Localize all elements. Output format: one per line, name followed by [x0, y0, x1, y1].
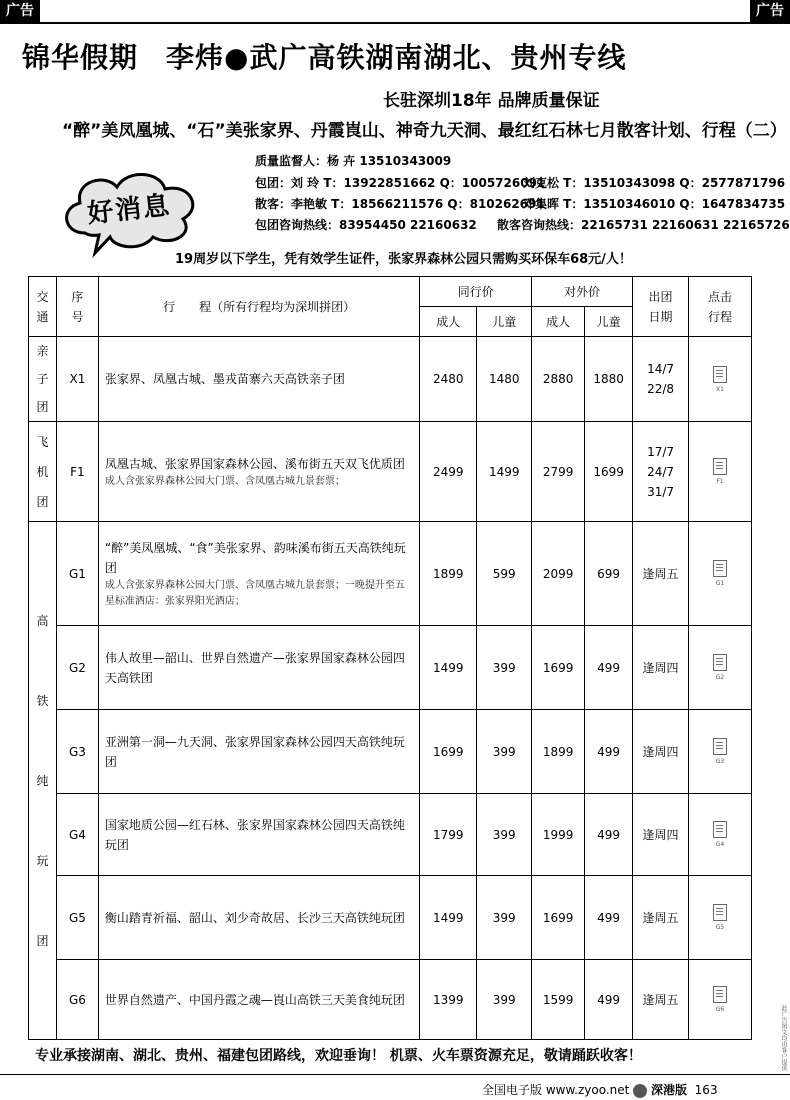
group-contact: 包团：刘 玲 T：13922851662 Q：1005726091 [255, 176, 546, 190]
retail-child: 499 [585, 626, 633, 710]
peer-child: 399 [477, 794, 532, 876]
retail-adult: 1899 [532, 710, 585, 794]
category-fly: 飞机团 [29, 422, 57, 522]
title-text: 李炜●武广高铁湖南湖北、贵州专线 [166, 41, 627, 74]
depart-date: 逢周五 [633, 960, 689, 1040]
peer-adult: 1399 [420, 960, 477, 1040]
subtitle: 长驻深圳18年 品牌质量保证 [383, 91, 600, 111]
category-rail: 高铁纯玩团 [29, 522, 57, 1040]
page-title [22, 36, 626, 76]
row-route: 亚洲第一洞—九天洞、张家界国家森林公园四天高铁纯玩团 [98, 710, 419, 794]
header-peer-adult: 成人 [420, 307, 477, 337]
edition-label: 深港版 [651, 1083, 688, 1097]
peer-child: 1480 [477, 337, 532, 422]
depart-date: 17/7 24/7 31/7 [633, 422, 689, 522]
table-row [29, 794, 752, 876]
header-route: 行 程（所有行程均为深圳拼团） [98, 277, 419, 337]
header-retail-adult: 成人 [532, 307, 585, 337]
document-icon [713, 986, 727, 1003]
row-route: “醉”美凤凰城、“食”美张家界、韵味溪布街五天高铁纯玩团 成人含张家界森林公园大门票、含凤凰古城九景套票；一晚提升至五星标准酒店：张家界阳光酒店； [98, 522, 419, 626]
header-transport: 交通 [29, 277, 57, 337]
retail-adult: 2880 [532, 337, 585, 422]
retail-child: 1880 [585, 337, 633, 422]
header-retail-price: 对外价 [532, 277, 633, 307]
retail-child: 499 [585, 960, 633, 1040]
side-disclaimer: 此广告图文均由客户提供 [780, 1005, 787, 1071]
document-icon [713, 738, 727, 755]
peer-adult: 1799 [420, 794, 477, 876]
peer-child: 399 [477, 876, 532, 960]
document-icon [713, 366, 727, 383]
peer-adult: 1699 [420, 710, 477, 794]
retail-adult: 1699 [532, 876, 585, 960]
retail-child: 1699 [585, 422, 633, 522]
top-divider [0, 22, 790, 24]
peer-child: 399 [477, 710, 532, 794]
depart-date: 逢周四 [633, 626, 689, 710]
bottom-divider [0, 1074, 790, 1075]
row-route: 国家地质公园—红石林、张家界国家森林公园四天高铁纯玩团 [98, 794, 419, 876]
category-family: 亲子团 [29, 337, 57, 422]
good-news-badge [55, 163, 205, 258]
retail-adult: 2799 [532, 422, 585, 522]
document-icon [713, 560, 727, 577]
depart-date: 逢周五 [633, 522, 689, 626]
supervisor: 质量监督人：杨 卉 13510343009 [255, 154, 452, 168]
row-no: G3 [56, 710, 98, 794]
ad-tag-right: 广告 [750, 0, 790, 22]
itinerary-link[interactable]: G1 [689, 522, 752, 626]
peer-adult: 1499 [420, 876, 477, 960]
peer-adult: 1499 [420, 626, 477, 710]
itinerary-link[interactable]: X1 [689, 337, 752, 422]
document-icon [713, 904, 727, 921]
tour-table [28, 276, 752, 1040]
peer-adult: 2499 [420, 422, 477, 522]
retail-child: 499 [585, 710, 633, 794]
peer-child: 1499 [477, 422, 532, 522]
magazine-logo-icon [633, 1084, 647, 1098]
peer-child: 399 [477, 960, 532, 1040]
row-no: F1 [56, 422, 98, 522]
row-route: 衡山踏青祈福、韶山、刘少奇故居、长沙三天高铁纯玩团 [98, 876, 419, 960]
table-row [29, 960, 752, 1040]
table-row [29, 522, 752, 626]
depart-date: 逢周四 [633, 710, 689, 794]
table-row [29, 710, 752, 794]
table-row [29, 422, 752, 522]
itinerary-link[interactable]: G4 [689, 794, 752, 876]
row-route: 伟人故里—韶山、世界自然遗产—张家界国家森林公园四天高铁团 [98, 626, 419, 710]
page-number: 163 [694, 1083, 718, 1097]
table-row [29, 337, 752, 422]
peer-child: 399 [477, 626, 532, 710]
site-url: 全国电子版 www.zyoo.net [482, 1083, 630, 1097]
badge-text: 好消息 [85, 190, 173, 230]
header-peer-child: 儿童 [477, 307, 532, 337]
group-contact-2: 刘克松 T：13510343098 Q：2577871796 [523, 176, 786, 190]
retail-child: 499 [585, 794, 633, 876]
tour-headline: “醉”美凤凰城、“石”美张家界、丹霞崀山、神奇九天洞、最红红石林七月散客计划、行程（二） [62, 121, 787, 141]
student-notice: 19周岁以下学生，凭有效学生证件，张家界森林公园只需购买环保车68元/人！ [175, 252, 632, 267]
footer-info [482, 1081, 718, 1098]
brand-name: 锦华假期 [22, 41, 139, 74]
table-row [29, 876, 752, 960]
depart-date: 逢周四 [633, 794, 689, 876]
table-row [29, 626, 752, 710]
itinerary-link[interactable]: G2 [689, 626, 752, 710]
row-no: X1 [56, 337, 98, 422]
ad-tag-left: 广告 [0, 0, 40, 22]
header-no: 序号 [56, 277, 98, 337]
depart-date: 14/7 22/8 [633, 337, 689, 422]
itinerary-link[interactable]: G3 [689, 710, 752, 794]
retail-child: 499 [585, 876, 633, 960]
row-no: G4 [56, 794, 98, 876]
depart-date: 逢周五 [633, 876, 689, 960]
scatter-hotline: 散客咨询热线：22165731 22160631 22165726 [497, 218, 790, 232]
peer-adult: 1899 [420, 522, 477, 626]
row-route: 凤凰古城、张家界国家森林公园、溪布街五天双飞优质团 成人含张家界森林公园大门票、含凤凰古城九景套票； [98, 422, 419, 522]
peer-adult: 2480 [420, 337, 477, 422]
row-no: G5 [56, 876, 98, 960]
retail-child: 699 [585, 522, 633, 626]
group-hotline: 包团咨询热线：83954450 22160632 [255, 218, 477, 232]
header-retail-child: 儿童 [585, 307, 633, 337]
scatter-contact: 散客：李艳敏 T：18566211576 Q：810262691 [255, 197, 545, 211]
retail-adult: 1699 [532, 626, 585, 710]
row-no: G2 [56, 626, 98, 710]
document-icon [713, 654, 727, 671]
row-route: 张家界、凤凰古城、墨戎苗寨六天高铁亲子团 [98, 337, 419, 422]
header-click: 点击行程 [689, 277, 752, 337]
row-no: G6 [56, 960, 98, 1040]
itinerary-link[interactable]: G5 [689, 876, 752, 960]
footer-slogan: 专业承接湖南、湖北、贵州、福建包团路线，欢迎垂询！ 机票、火车票资源充足，敬请踊跃收客！ [35, 1048, 642, 1064]
retail-adult: 1599 [532, 960, 585, 1040]
peer-child: 599 [477, 522, 532, 626]
itinerary-link[interactable]: G6 [689, 960, 752, 1040]
itinerary-link[interactable]: F1 [689, 422, 752, 522]
scatter-contact-2: 邓集晖 T：13510346010 Q：1647834735 [523, 197, 786, 211]
row-no: G1 [56, 522, 98, 626]
retail-adult: 2099 [532, 522, 585, 626]
document-icon [713, 821, 727, 838]
row-route: 世界自然遗产、中国丹霞之魂—崀山高铁三天美食纯玩团 [98, 960, 419, 1040]
document-icon [713, 458, 727, 475]
header-date: 出团日期 [633, 277, 689, 337]
header-peer-price: 同行价 [420, 277, 532, 307]
retail-adult: 1999 [532, 794, 585, 876]
